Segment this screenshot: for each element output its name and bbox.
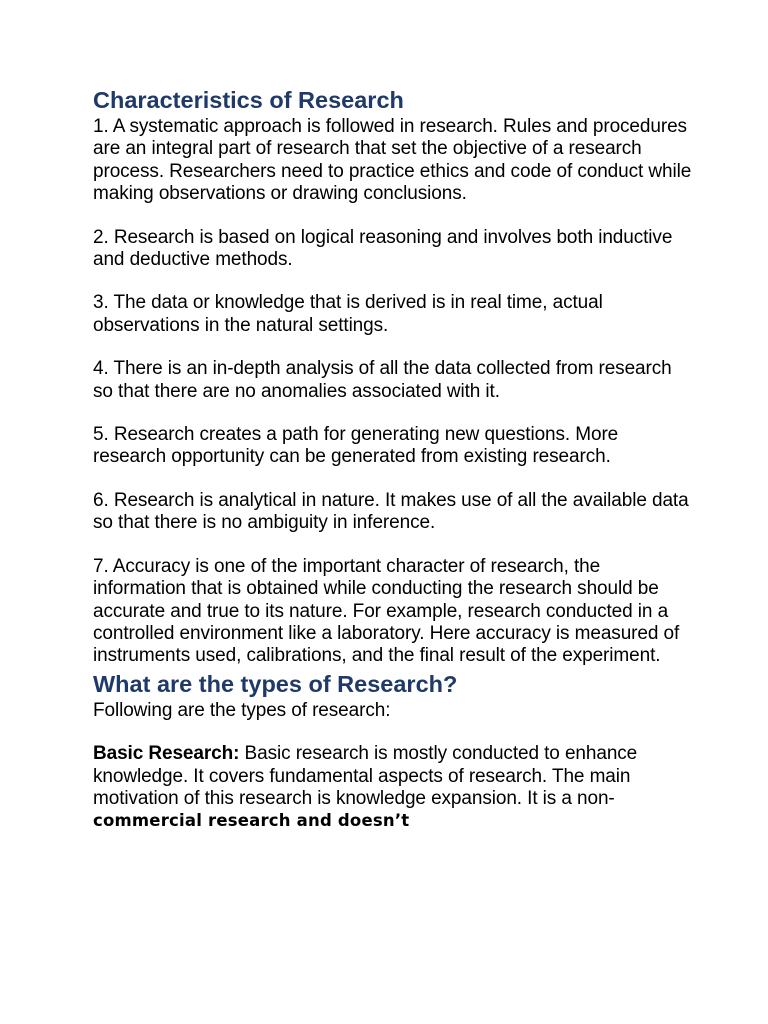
characteristic-4: 4. There is an in-depth analysis of all the data collected from research so that there are no anomalies associated with it. — [93, 358, 672, 402]
basic-research-tail: commercial research and doesn’t — [93, 811, 410, 831]
heading-types-of-research: What are the types of Research? — [93, 670, 458, 697]
characteristic-5: 5. Research creates a path for generating new questions. More research opportunity can be generated from existing research. — [93, 424, 619, 468]
basic-research-text: Basic research is mostly conducted to enhance knowledge. It covers fundamental aspects of research. The main motivation of this research is knowledge expansion. It is a non- — [93, 743, 638, 809]
types-intro: Following are the types of research: — [93, 699, 391, 721]
basic-research-paragraph — [93, 743, 693, 833]
basic-research-label: Basic Research: — [93, 743, 240, 765]
characteristic-6: 6. Research is analytical in nature. It makes use of all the available data so that there is no ambiguity in inference. — [93, 489, 689, 534]
characteristic-7: 7. Accuracy is one of the important character of research, the information that is obtained while conducting the research should be accurate and true to its nature. For example, research conducted in a controlled environment like a laboratory. Here accuracy is measured of instruments used, calibrations, and the final result of the experiment. — [93, 555, 680, 667]
document-page — [93, 84, 693, 833]
characteristic-2: 2. Research is based on logical reasoning and involves both inductive and deductive methods. — [93, 226, 673, 271]
characteristic-1: 1. A systematic approach is followed in research. Rules and procedures are an integral part of research that set the objective of a research process. Researchers need to practice ethics and code of conduct while making observations or drawing conclusions. — [93, 116, 692, 205]
heading-characteristics: Characteristics of Research — [93, 87, 404, 113]
characteristic-3: 3. The data or knowledge that is derived is in real time, actual observations in the natural settings. — [93, 292, 603, 336]
